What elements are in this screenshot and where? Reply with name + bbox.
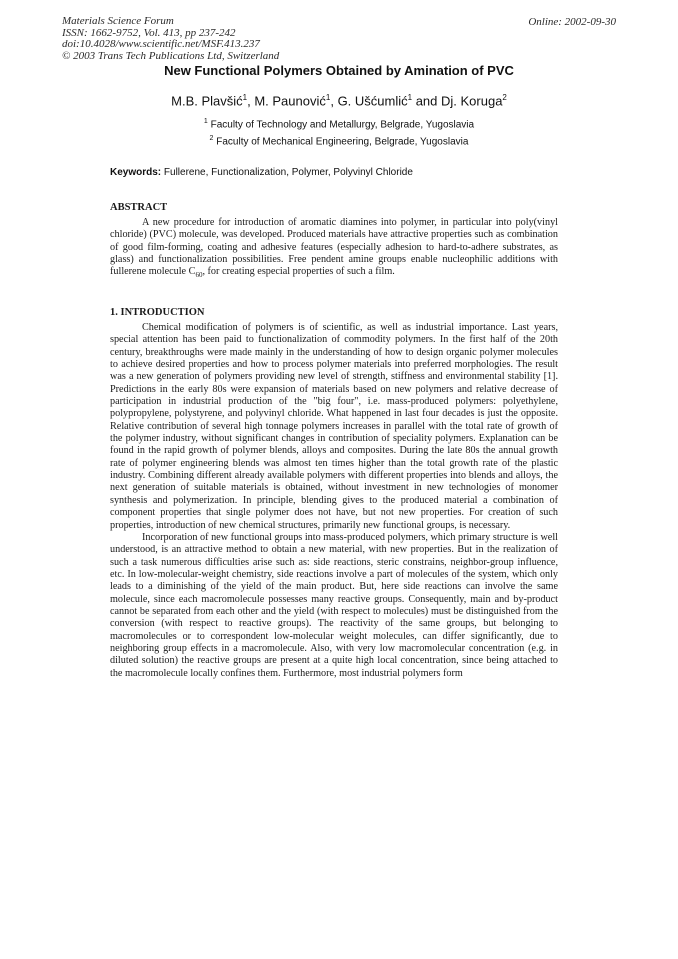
abstract-body: A new procedure for introduction of aromatic diamines into polymer, in particular into poly(vinyl chloride) (PVC) molecule, was developed. Produced materials have attractive properties such as combination of good film-forming, coating and adhesive features (especially adhesion to hard-to-adhere substrates, as glass) and functionalization possibilities. Free pendent amine groups enable nucleophilic additions with fullerene molecule C: [110, 217, 558, 278]
author-affiliation-mark: 1: [407, 93, 413, 102]
abstract-text: [110, 217, 558, 282]
doi-line: doi:10.4028/www.scientific.net/MSF.413.237: [62, 38, 260, 50]
affiliation-mark: 1: [203, 118, 208, 125]
introduction-section: [110, 307, 558, 680]
keywords-label: Keywords:: [110, 167, 162, 178]
abstract-section: [110, 202, 558, 282]
author-name: G. Ušćumlić: [337, 93, 408, 109]
introduction-paragraph: Chemical modification of polymers is of scientific, as well as industrial importance. Last years, special attention has been paid to functionalization of commodity polymers. In the first half of the 20th century, breakthroughs were made mainly in the understanding of how to design organic polymer molecules to achieve desired properties and how to process polymer materials into preferred morphologies. The result was a new generation of polymers providing new level of strength, stiffness and environmental stability [1]. Predictions in the early 80s were expansion of materials based on new polymers and relative decrease of participation in industrial production of the "big four", i.e. mass-produced polymers: polyethylene, polypropylene, polystyrene, and polyvinyl chloride. What happened in last four decades is just the opposite. Relative contribution of several high tonnage polymers increases in parallel with the total rate of growth of the polymer industry, without significant changes in contribution of speciality polymers. Explanation can be found in the rapid growth of polymer blends, alloys and composites. During the late 80s the annual growth rate of polymer engineering blends was almost ten times higher than the total growth rate of the plastic industry. Combining different already available polymers with different properties into blends and alloys, the next generation of suitable materials is obtained, without investment in new technologies of monomer synthesis and polymerization. In principle, blending gives to the produced material a combination of component properties that single polymer does not have, but not new properties. For creation of such properties, introduction of new chemical structures, primarily new functional groups, is necessary.: [110, 322, 558, 531]
author-line: M.B. Plavšić$^1$, M. Paunović$^1$, G. Ušćumlić$^1$ and Dj. Koruga$^2$: [171, 93, 507, 109]
introduction-heading: 1. INTRODUCTION: [110, 307, 205, 318]
affiliation-text: Faculty of Technology and Metallurgy, Belgrade, Yugoslavia: [210, 119, 475, 131]
online-date: Online: 2002-09-30: [528, 16, 616, 28]
keywords-text: Fullerene, Functionalization, Polymer, Polyvinyl Chloride: [163, 167, 413, 178]
author-name: M.B. Plavšić: [171, 93, 243, 109]
affiliation-text: Faculty of Mechanical Engineering, Belgrade, Yugoslavia: [216, 136, 469, 148]
author-name: M. Paunović: [254, 93, 326, 109]
introduction-paragraph: Incorporation of new functional groups into mass-produced polymers, which primary structure is well understood, is an attractive method to obtain a new material, with new properties. But in the realization of such a task numerous difficulties arise such as: side reactions, steric constrains, neighbor-group influence, etc. In low-molecular-weight chemistry, side reactions involve a part of molecules of the system, which only leads to a diminishing of the yield of the main product. But, here side reactions can involve the same molecule, since each macromolecule possesses many reactive groups. Consequently, main and by-product cannot be separated from each other and the yield (with respect to molecules) must be distinguished from the conversion (with respect to reactive groups). The reactivity of the same groups, but belonging to macromolecules or to correspondent low-molecular weight molecules, can differ significantly, due to neighboring group effects in a macromolecule. Also, with very low macromolecular concentration (e.g. in diluted solution) the reactive groups are present at a quite high local concentration, since being attached to the macromolecule locally confines them. Furthermore, most industrial polymers form: [110, 531, 558, 679]
affiliation: [0, 118, 678, 130]
paper-title: New Functional Polymers Obtained by Amination of PVC: [164, 63, 514, 78]
issn-line: ISSN: 1662-9752, Vol. 413, pp 237-242: [62, 26, 236, 39]
author-name: Dj. Koruga: [441, 93, 503, 109]
abstract-subscript: 60: [195, 271, 203, 280]
abstract-heading: ABSTRACT: [110, 202, 168, 213]
author-affiliation-mark: 2: [502, 93, 507, 102]
abstract-body-end: , for creating especial properties of such a film.: [202, 266, 395, 278]
affiliation: [0, 135, 678, 147]
affiliation-mark: 2: [209, 135, 214, 142]
journal-name: Materials Science Forum: [62, 15, 174, 27]
author-affiliation-mark: 1: [242, 93, 248, 102]
author-affiliation-mark: 1: [325, 93, 331, 102]
journal-header: [62, 16, 279, 62]
copyright-line: © 2003 Trans Tech Publications Ltd, Switzerland: [62, 49, 280, 62]
keywords-line: [110, 167, 413, 178]
